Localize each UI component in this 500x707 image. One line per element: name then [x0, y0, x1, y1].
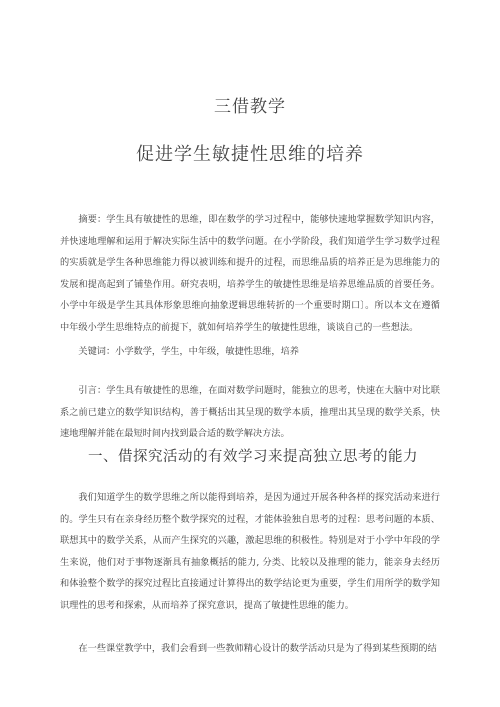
section-heading-1: 一、借探究活动的有效学习来提高独立思考的能力 [88, 449, 418, 465]
section1-paragraph-1: 我们知道学生的数学思维之所以能得到培养，是因为通过开展各种各样的探究活动来进行的。学生只有在亲身经历整个数学探究的过程，才能体验独自思考的过程：思考问题的本质、联想其中的数学关系，从而产生探究的兴趣，激起思维的积极性。特别是对于小学中年段的学生来说，他们对于事物逐渐具有抽象概括的能力, 分类、比较以及推理的能力，能亲身去经历和体验整个数学的探究过程比直接通过计算得出的数学结论更为重要，学生们用所学的数学知识理性的思考和探索，从而培养了探究意识，提高了敏捷性思维的能力。 [60, 492, 440, 611]
document-title-line2: 促进学生敏捷性思维的培养 [136, 144, 364, 165]
intro-paragraph: 引言：学生具有敏捷性的思维，在面对数学问题时，能独立的思考，快速在大脑中对比联系之前已建立的数学知识结构，善于概括出其呈现的数学本质，推理出其呈现的数学关系，快速地理解并能在最短时间内找到最合适的数学解决方法。 [60, 385, 440, 439]
section1-paragraph-2: 在一些课堂教学中，我们会看到一些教师精心设计的数学活动只是为了得到某些预期的结 [78, 643, 437, 654]
abstract-paragraph: 摘要：学生具有敏捷性的思维，即在数学的学习过程中，能够快速地掌握数学知识内容，并快速地理解和运用于解决实际生活中的数学问题。在小学阶段，我们知道学生学习数学过程的实质就是学生各种思维能力得以被训练和提升的过程，而思维品质的培养正是为思维能力的发展和提高起到了铺垫作用。研究表明，培养学生的敏捷性思维是培养思维品质的首要任务。小学中年级是学生其具体形象思维向抽象逻辑思维转折的一个重要时期口〕。所以本文在遵循中年级小学生思维特点的前提下，就如何培养学生的敏捷性思维，谈谈自己的一些想法。 [60, 214, 440, 333]
keywords-paragraph: 关键词：小学数学，学生，中年级，敏捷性思维，培养 [78, 346, 299, 357]
document-title-line1: 三借教学 [214, 97, 286, 117]
